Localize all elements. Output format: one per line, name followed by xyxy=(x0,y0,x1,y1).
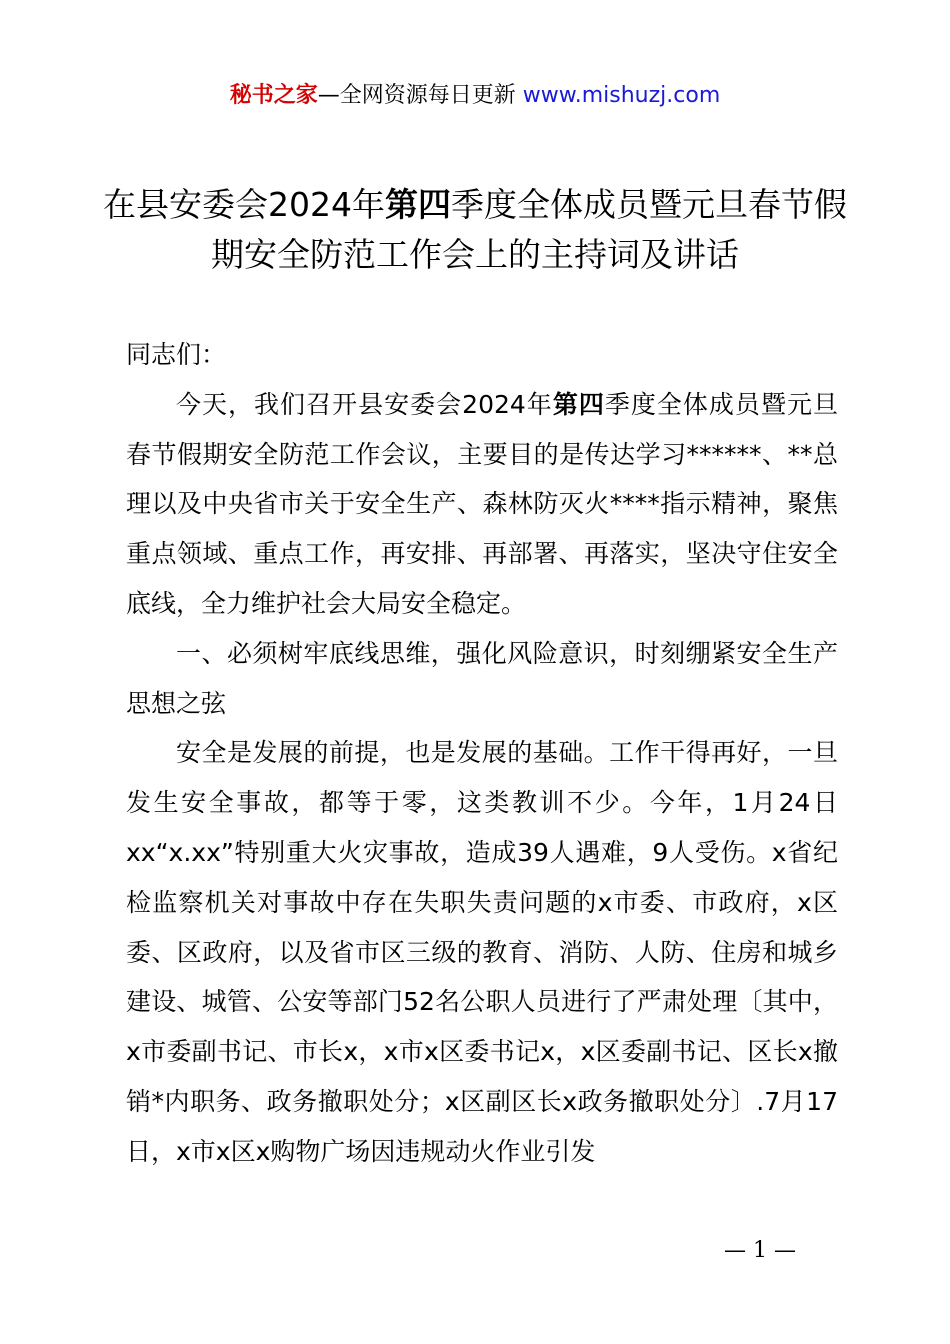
title-part1: 在县安委会2024年 xyxy=(103,185,385,224)
banner-tagline: —全网资源每日更新 xyxy=(317,83,523,108)
document-body xyxy=(126,330,838,1177)
page-number: — 1 — xyxy=(724,1238,796,1263)
intro-bold: 第四 xyxy=(552,389,605,419)
document-title xyxy=(100,180,850,280)
intro-text-a: 今天，我们召开县安委会2024年 xyxy=(176,389,553,419)
paragraph-2: 安全是发展的前提，也是发展的基础。工作干得再好，一旦发生安全事故，都等于零，这类教训不少。今年，1月24日xx“x.xx”特别重大火灾事故，造成39人遇难，9人受伤。x省纪检监察机关对事故中存在失职失责问题的x市委、市政府，x区委、区政府，以及省市区三级的教育、消防、人防、住房和城乡建设、城管、公安等部门52名公职人员进行了严肃处理〔其中，x市委副书记、市长x，x市x区委书记x，x区委副书记、区长x撤销*内职务、政务撤职处分；x区副区长x政务撤职处分〕.7月17日，x市x区x购物广场因违规动火作业引发 xyxy=(126,738,838,1166)
banner-brand: 秘书之家 xyxy=(229,83,318,108)
paragraph-intro xyxy=(126,380,838,629)
banner-url-link[interactable]: www.mishuzj.com xyxy=(522,83,721,108)
section-heading-1: 一、必须树牢底线思维，强化风险意识，时刻绷紧安全生产思想之弦 xyxy=(126,638,838,718)
title-bold: 第四 xyxy=(384,185,451,224)
site-banner xyxy=(0,80,950,112)
title-part2: 季度全体成员暨元旦春节假期安全防范工作会上的主持词及讲话 xyxy=(211,185,847,274)
salutation: 同志们： xyxy=(126,340,227,369)
intro-text-b: 季度全体成员暨元旦春节假期安全防范工作会议，主要目的是传达学习******、**总理以及中央省市关于安全生产、森林防灭火****指示精神，聚焦重点领域、重点工作，再安排、再部署、再落实，坚决守住安全底线，全力维护社会大局安全稳定。 xyxy=(126,389,838,618)
